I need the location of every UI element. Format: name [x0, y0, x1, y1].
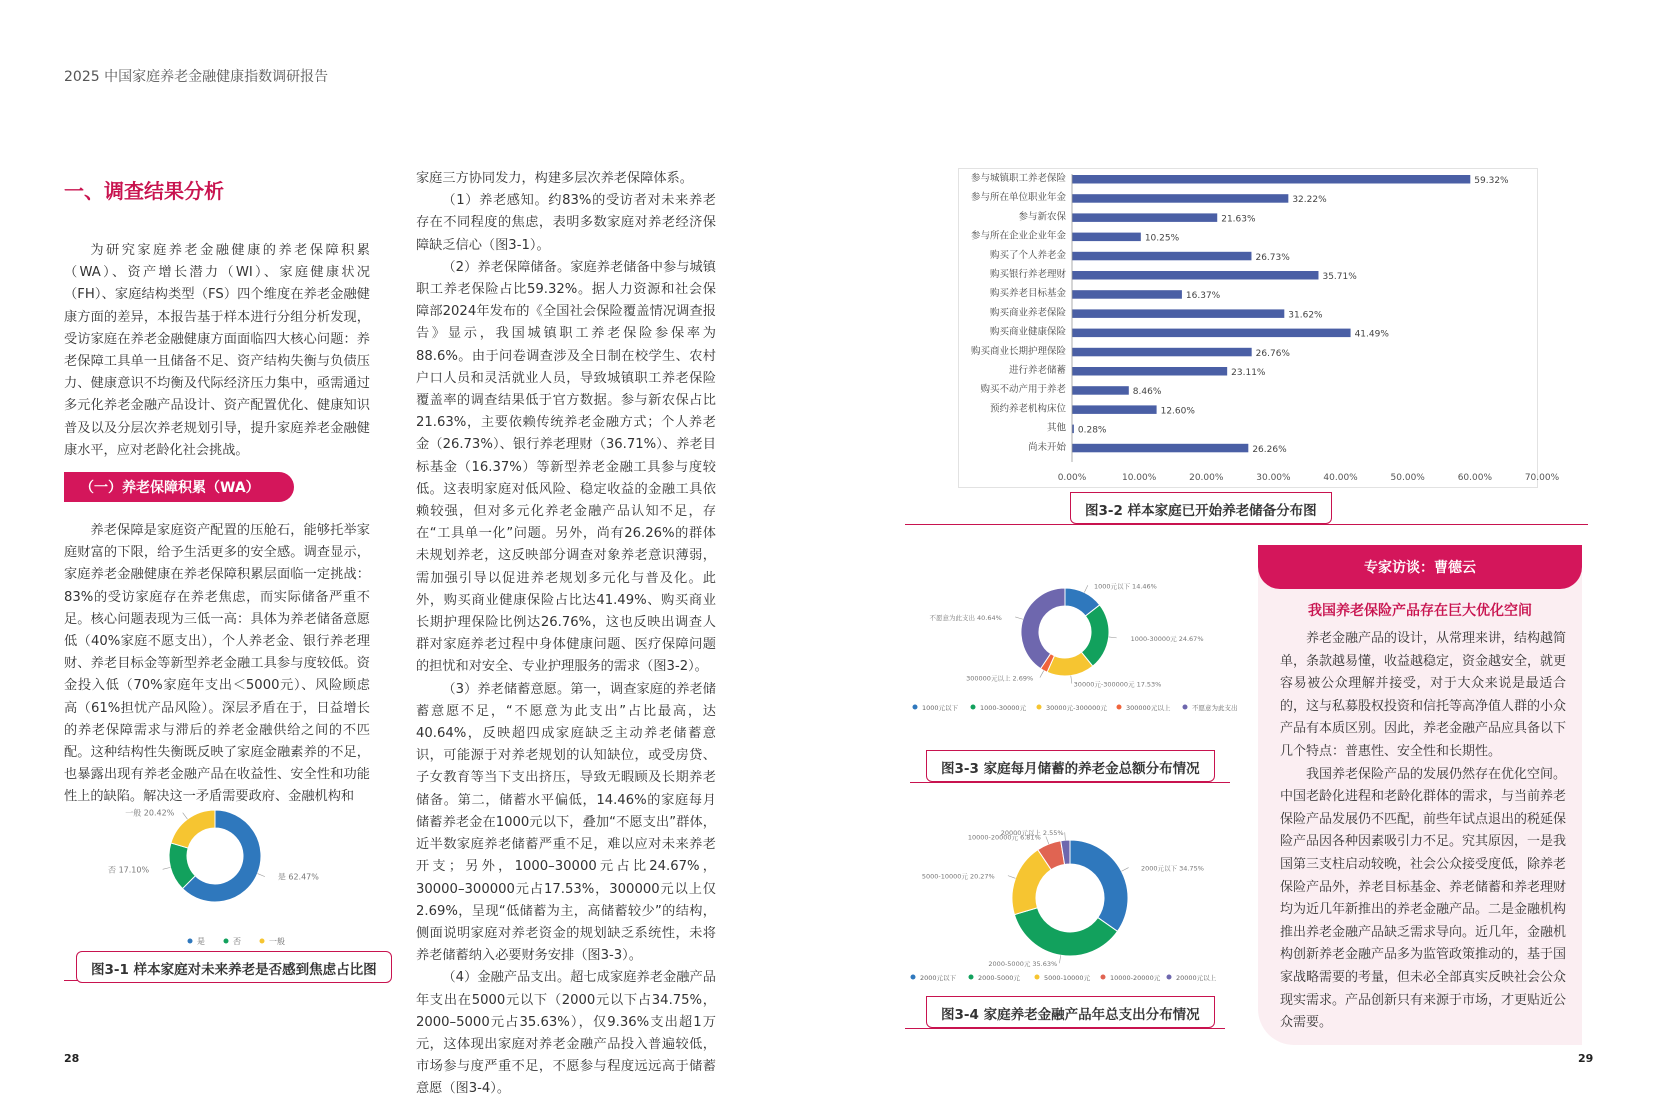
bar-category-label: 其他	[1046, 422, 1066, 434]
intro-paragraph: 为研究家庭养老金融健康的养老保障积累（WA）、资产增长潜力（WI）、家庭健康状况（FH）、家庭结构类型（FS）四个维度在养老金融健康方面的差异，本报告基于样本进行分组分析发现，受访家庭在养老金融健康方面面临四大核心问题：养老保障工具单一且储备不足、资产结构失衡与负债压力、健康意识不均衡及代际经济压力集中，亟需通过多元化养老金融产品设计、资产配置优化、健康知识普及以及分层次养老规划引导，提升家庭养老金融健康水平，应对老龄化社会挑战。	[64, 243, 370, 458]
x-tick-label: 70.00%	[1524, 473, 1560, 483]
bar-value-label: 16.37%	[1185, 291, 1221, 302]
legend-label: 1000元以下	[922, 704, 959, 712]
legend-label: 不愿意为此支出	[1192, 704, 1238, 712]
bar-value-label: 35.71%	[1322, 272, 1357, 282]
bar-category-label: 尚未开始	[1027, 441, 1066, 453]
caption-rule	[905, 1028, 1225, 1029]
legend-swatch	[1035, 975, 1040, 980]
legend-label: 30000元-300000元	[1046, 704, 1107, 712]
bar-category-label: 购买商业长期护理保险	[970, 345, 1066, 357]
donut-slice	[171, 810, 215, 848]
bar-category-label: 参与所在企业企业年金	[970, 230, 1066, 242]
bar-value-label: 41.49%	[1354, 329, 1389, 340]
fig3-2-bar-chart	[930, 170, 1560, 483]
slice-label: 20000元以上 2.55%	[1000, 829, 1064, 838]
bar-value-label: 23.11%	[1231, 368, 1266, 378]
bar-value-label: 10.25%	[1144, 233, 1180, 244]
bar	[1072, 329, 1351, 338]
fig3-3-donut-chart	[905, 570, 1238, 718]
x-tick-label: 60.00%	[1457, 473, 1493, 483]
legend-label: 是	[197, 937, 205, 946]
legend-swatch	[971, 705, 976, 710]
expert-interview-body	[1280, 628, 1566, 1035]
legend-label: 10000-20000元	[1110, 974, 1161, 982]
legend-swatch	[1183, 705, 1188, 710]
bar-value-label: 32.22%	[1292, 195, 1327, 206]
col2-paragraph: （3）养老储蓄意愿。第一，调查家庭的养老储蓄意愿不足，“不愿意为此支出”占比最高，达40.64%，反映超四成家庭缺乏主动养老储蓄意识，可能源于对养老规划的认知缺位，或受房贷、子女教育等当下支出挤压，导致无暇顾及长期养老储备。第二，储蓄水平偏低，14.46%的家庭每月储蓄养老金在1000元以下，叠加“不愿支出”群体，近半数家庭养老储蓄严重不足，难以应对未来养老开支；另外，1000–30000元占比24.67%，30000–300000元占17.53%，300000元以上仅2.69%，呈现“低储蓄为主，高储蓄较少”的结构，侧面说明家庭对养老资金的规划缺乏系统性，未将养老储蓄纳入必要财务安排（图3-3）。	[416, 681, 716, 964]
donut-slice	[1070, 840, 1128, 931]
bar	[1072, 444, 1248, 453]
legend-swatch	[969, 975, 974, 980]
col2-paragraph: （4）金融产品支出。超七成家庭养老金融产品年支出在5000元以下（2000元以下占34.75%，2000–5000元占35.63%），仅9.36%支出超1万元，这体现出家庭对养老金融产品投入普遍较低，市场参与度严重不足，不愿参与程度远远高于储蓄意愿（图3-4）。	[416, 970, 716, 1097]
fig3-1-caption: 图3-1 样本家庭对未来养老是否感到焦虑占比图	[76, 951, 392, 983]
bar-value-label: 0.28%	[1077, 425, 1107, 436]
bar	[1072, 252, 1251, 260]
leader-line	[183, 813, 188, 819]
leader-line	[1059, 955, 1060, 963]
bar-category-label: 预约养老机构床位	[989, 403, 1066, 415]
sidebar-paragraph: 养老金融产品的设计，从常理来讲，结构越简单，条款越易懂，收益越稳定，资金越安全，就更容易被公众理解并接受，对于大众来说是最适合的，这与私募股权投资和信托等高净值人群的小众产品有本质区别。因此，养老金融产品应具备以下几个特点：普惠性、安全性和长期性。	[1280, 631, 1567, 759]
wa-paragraph: 养老保障是家庭资产配置的压舱石，能够托举家庭财富的下限，给予生活更多的安全感。调查显示，家庭养老金融健康在养老保障积累层面临一定挑战：83%的受访家庭存在养老焦虑，而实际储备严重不足。核心问题表现为三低一高：具体为养老储备意愿低（40%家庭不愿支出），个人养老金、银行养老理财、养老目标金等新型养老金融工具参与度较低。资金投入低（70%家庭年支出＜5000元）、风险顾虑高（61%担忧产品风险）。深层矛盾在于，日益增长的养老保障需求与滞后的养老金融供给之间的不匹配。这种结构性失衡既反映了家庭金融素养的不足，也暴露出现有养老金融产品在收益性、安全性和功能性上的缺陷。解决这一矛盾需要政府、金融机构和	[64, 523, 370, 805]
bar-category-label: 参与所在单位职业年金	[970, 192, 1066, 204]
leader-line	[163, 867, 171, 869]
bar-value-label: 26.76%	[1255, 348, 1291, 359]
bar-category-label: 购买不动产用于养老	[980, 384, 1066, 396]
bar	[1072, 386, 1129, 395]
bar	[1072, 290, 1182, 299]
slice-label: 否 17.10%	[108, 865, 150, 875]
legend-label: 20000元以上	[1176, 974, 1217, 982]
slice-label: 2000元以下 34.75%	[1140, 864, 1204, 873]
running-header: 2025 中国家庭养老金融健康指数调研报告	[64, 69, 329, 85]
legend-swatch	[260, 939, 265, 944]
bar-category-label: 参与新农保	[1018, 211, 1066, 223]
bar-category-label: 购买商业养老保险	[989, 307, 1066, 319]
bar	[1072, 213, 1217, 222]
bar	[1072, 271, 1318, 280]
bar-value-label: 12.60%	[1160, 406, 1195, 417]
slice-label: 300000元以上 2.69%	[966, 674, 1034, 683]
page-number-right: 29	[1578, 1052, 1594, 1065]
leader-line	[1065, 832, 1066, 840]
bar	[1072, 405, 1157, 414]
x-tick-label: 20.00%	[1189, 473, 1224, 483]
bar-category-label: 购买商业健康保险	[989, 326, 1066, 338]
x-tick-label: 30.00%	[1256, 473, 1291, 483]
fig3-4-donut-chart	[905, 810, 1245, 986]
legend-label: 5000-10000元	[1044, 974, 1091, 982]
donut-slice	[1021, 588, 1065, 669]
x-tick-label: 0.00%	[1057, 473, 1087, 483]
bar-value-label: 21.63%	[1221, 214, 1256, 225]
x-tick-label: 10.00%	[1121, 473, 1157, 483]
fig3-2-caption: 图3-2 样本家庭已开始养老储备分布图	[1070, 492, 1332, 524]
bar	[1072, 348, 1252, 357]
slice-label: 不愿意为此支出 40.64%	[929, 613, 1002, 622]
leader-line	[1046, 837, 1049, 844]
slice-label: 一般 20.42%	[125, 808, 175, 818]
col2-paragraph: （2）养老保障储备。家庭养老储备中参与城镇职工养老保险占比59.32%。据人力资源和社会保障部2024年发布的《全国社会保险覆盖情况调查报告》显示，我国城镇职工养老保险参保率为88.6%。由于问卷调查涉及全日制在校学生、农村户口人员和灵活就业人员，导致城镇职工养老保险覆盖率的调查结果低于官方数据。参与新农保占比21.63%，主要依赖传统养老金融方式；个人养老金（26.73%）、银行养老理财（36.71%）、养老目标基金（16.37%）等新型养老金融工具参与度较低。这表明家庭对低风险、稳定收益的金融工具依赖较强，但对多元化养老金融产品认知不足，存在“工具单一化”问题。另外，尚有26.26%的群体未规划养老，这反映部分调查对象养老意识薄弱，需加强引导以促进养老规划多元化与普及化。此外，购买商业健康保险占比达41.49%、购买商业长期护理保险比例达26.76%，这也反映出调查人群对家庭养老过程中身体健康问题、医疗保障问题的担忧和对安全、专业护理服务的需求（图3-2）。	[416, 259, 716, 675]
legend-swatch	[1117, 705, 1122, 710]
legend-label: 2000-5000元	[978, 974, 1020, 982]
slice-label: 1000-30000元 24.67%	[1130, 634, 1204, 643]
subsection-title: （一）养老保障积累（WA）	[64, 472, 294, 502]
legend-swatch	[188, 939, 193, 944]
bar	[1072, 367, 1227, 376]
fig3-4-caption: 图3-4 家庭养老金融产品年总支出分布情况	[926, 996, 1215, 1028]
bar	[1072, 233, 1141, 242]
x-tick-label: 50.00%	[1390, 473, 1425, 483]
legend-label: 2000元以下	[920, 974, 957, 982]
leader-line	[1109, 637, 1117, 638]
bar-category-label: 购买银行养老理财	[989, 269, 1066, 280]
bar-category-label: 进行养老储蓄	[1008, 365, 1066, 376]
bar	[1072, 309, 1284, 318]
slice-label: 5000-10000元 20.27%	[921, 872, 995, 881]
leader-line	[1015, 617, 1023, 619]
bar	[1072, 194, 1288, 203]
bar-value-label: 31.62%	[1288, 310, 1323, 321]
bar	[1072, 175, 1470, 184]
leader-line	[1008, 876, 1016, 879]
leader-line	[1071, 676, 1072, 684]
sidebar-paragraph: 我国养老保险产品的发展仍然存在优化空间。中国老龄化进程和老龄化群体的需求，与当前养老保险产品发展仍不匹配，前些年试点退出的税延保险产品因各种因素吸引力不足。究其原因，一是我国第三支柱启动较晚，社会公众接受度低，除养老保险产品外，养老目标基金、养老储蓄和养老理财均为近几年新推出的养老金融产品。二是金融机构推出养老金融产品缺乏需求导向。近几年，金融机构创新养老金融产品多为监管政策推动的，基于国家战略需要的考量，但未必全部真实反映社会公众现实需求。产品创新只有来源于市场，才更贴近公众需要。	[1280, 766, 1567, 1031]
leader-line	[1040, 671, 1044, 678]
legend-swatch	[224, 939, 229, 944]
legend-swatch	[911, 975, 916, 980]
column-two	[416, 168, 716, 1101]
bar-category-label: 购买了个人养老金	[989, 249, 1066, 261]
leader-line	[1084, 585, 1088, 592]
bar-category-label: 购买养老目标基金	[989, 288, 1066, 300]
leader-line	[258, 874, 265, 877]
leader-line	[1121, 868, 1128, 872]
bar-value-label: 26.73%	[1255, 252, 1290, 263]
bar-value-label: 26.26%	[1252, 444, 1287, 455]
fig3-3-caption: 图3-3 家庭每月储蓄的养老金总额分布情况	[926, 750, 1215, 782]
legend-swatch	[1037, 705, 1042, 710]
col2-paragraph: （1）养老感知。约83%的受访者对未来养老存在不同程度的焦虑，表明多数家庭对养老经济保障缺乏信心（图3-1）。	[416, 193, 716, 253]
legend-swatch	[1167, 975, 1172, 980]
section-title: 一、调查结果分析	[64, 179, 224, 203]
bar-value-label: 59.32%	[1474, 176, 1509, 186]
legend-label: 300000元以上	[1126, 704, 1171, 712]
legend-label: 一般	[269, 937, 285, 946]
slice-label: 30000元-300000元 17.53%	[1073, 680, 1162, 689]
bar-value-label: 8.46%	[1132, 387, 1162, 398]
legend-swatch	[913, 705, 918, 710]
fig3-1-donut-chart	[80, 788, 380, 948]
legend-swatch	[1101, 975, 1106, 980]
caption-rule	[910, 782, 1230, 783]
col2-paragraph: 家庭三方协同发力，构建多层次养老保障体系。	[416, 171, 693, 186]
legend-label: 否	[233, 937, 241, 946]
slice-label: 是 62.47%	[277, 872, 319, 882]
slice-label: 10000-20000元 6.81%	[967, 833, 1041, 842]
bar-category-label: 参与城镇职工养老保险	[970, 173, 1066, 184]
caption-rule	[905, 524, 1588, 525]
expert-interview-header: 专家访谈：曹德云	[1258, 545, 1582, 589]
slice-label: 1000元以下 14.46%	[1093, 582, 1157, 591]
legend-label: 1000-30000元	[980, 704, 1027, 712]
slice-label: 2000-5000元 35.63%	[988, 960, 1058, 969]
expert-interview-title: 我国养老保险产品存在巨大优化空间	[1308, 603, 1532, 619]
page-number-left: 28	[64, 1052, 80, 1065]
x-tick-label: 40.00%	[1323, 473, 1358, 483]
